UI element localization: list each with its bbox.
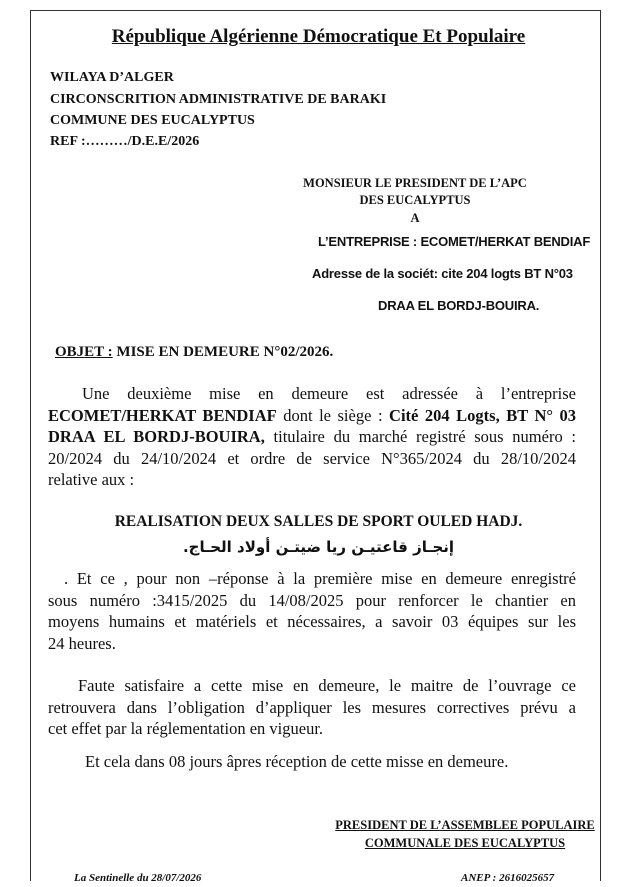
recipient-apc: DES EUCALYPTUS [359,193,471,207]
recipient-president: MONSIEUR LE PRESIDENT DE L’APC [303,176,527,190]
paragraph-1 [48,383,576,491]
paragraph-3 [48,675,576,740]
p2-line2: sous numéro :3415/2025 du 14/08/2025 pour renforcer le chantier en [48,590,576,610]
p1-line3: DRAA EL BORDJ-BOUIRA, titulaire du marché registré sous numéro : [48,427,577,446]
recipient-a: A [410,211,420,225]
header-wilaya: WILAYA D’ALGER [50,70,174,85]
p2-line4: 24 heures. [48,633,116,653]
footer-sentinelle: La Sentinelle du 28/07/2026 [68,872,207,884]
p1-line2: ECOMET/HERKAT BENDIAF dont le siège : Cité 204 Logts, BT N° 03 [48,405,577,425]
p1-line5: relative aux : [48,470,135,489]
objet-label: OBJET : [55,344,113,360]
p1-line4: 20/2024 du 24/10/2024 et ordre de service N°365/2024 du 28/10/2024 [48,448,576,468]
realisation-title: REALISATION DEUX SALLES DE SPORT OULED HADJ. [114,513,523,530]
p3-line2: retrouvera dans l’obligation d’appliquer les mesures correctives prévu a [48,697,576,717]
paragraph-4: Et cela dans 08 jours âpres réception de cette misse en demeure. [85,752,509,771]
p1-line1: Une deuxième mise en demeure est adressée à l’entreprise [82,384,576,403]
p2-line1: . Et ce , pour non –réponse à la première mise en demeure enregistré [64,569,576,588]
paragraph-2 [48,568,576,654]
p3-line1: Faute satisfaire a cette mise en demeure, le maitre de l’ouvrage ce [78,676,576,695]
footer-anep: ANEP : 2616025657 [455,872,560,884]
signature-line1: PRESIDENT DE L’ASSEMBLEE POPULAIRE [335,818,595,832]
header-commune: COMMUNE DES EUCALYPTUS [50,113,255,128]
recipient-adresse: Adresse de la sociét: cite 204 logts BT N°03 [312,266,573,281]
header-ref: REF :………/D.E.E/2026 [50,134,200,149]
arabic-title: إنجـاز قاعتيـن ريا ضيتـن أولاد الحـاج. [182,538,455,556]
signature-line2: COMMUNALE DES EUCALYPTUS [364,836,566,850]
objet-text: MISE EN DEMEURE N°02/2026. [112,344,334,360]
recipient-ville: DRAA EL BORDJ-BOUIRA. [378,298,540,313]
p2-line3: moyens humains et matériels et nécessaires, a savoir 03 équipes sur les [48,612,576,631]
objet-line [55,344,333,361]
recipient-entreprise: L’ENTREPRISE : ECOMET/HERKAT BENDIAF [318,234,591,249]
document-title: République Algérienne Démocratique Et Populaire [111,26,526,47]
header-circonscription: CIRCONSCRITION ADMINISTRATIVE DE BARAKI [50,92,387,107]
p3-line3: cet effet par la réglementation en vigueur. [48,719,324,738]
